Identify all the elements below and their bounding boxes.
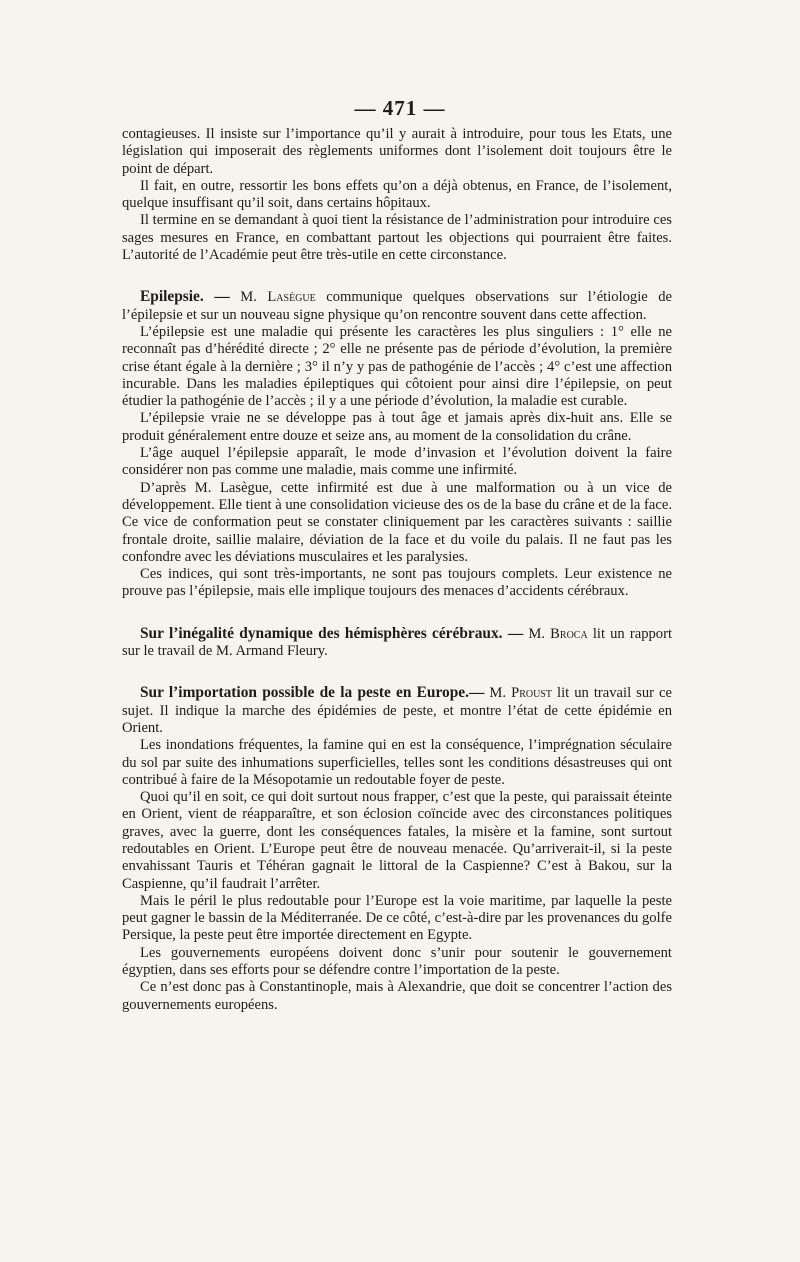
section-paragraph: L’épilepsie est une maladie qui présente les caractères les plus singuliers : 1° elle ne reconnaît pas d’hérédité directe ; 2° elle ne présente pas de période d’évolution, la première crise étant égale à la dernière ; 3° il n’y y pas de pathogénie de l’accès ; 4° c’est une affection incurable. Dans les maladies épileptiques qui côtoient pour ainsi dire l’épilepsie, on peut étudier la pathogénie de l’accès ; il y a une période d’évolution, la maladie est curable.	[122, 323, 672, 410]
section-paragraph: Quoi qu’il en soit, ce qui doit surtout nous frapper, c’est que la peste, qui paraissait éteinte en Orient, vient de réapparaître, et son éclosion coïncide avec des circonstances politiques graves, avec la guerre, dont les conséquences fatales, la misère et la famine, sont surtout redoutables en Orient. L’Europe peut être de nouveau menacée. Qu’arriverait-il, si la peste envahissant Tauris et Téhéran gagnait le littoral de la Caspienne? C’est à Bakou, sur la Caspienne, qu’il faudrait l’arrêter.	[122, 789, 672, 892]
section-paragraph: Les gouvernements européens doivent donc s’unir pour soutenir le gouvernement égyptien, dans ses efforts pour se défendre contre l’importation de la peste.	[122, 944, 672, 979]
intro-paragraph: contagieuses. Il insiste sur l’importance qu’il y aurait à introduire, pour tous les Etats, une législation qui imposerait des règlements uniformes dont l’isolement doit toujours être le point de départ.	[122, 126, 672, 177]
section-lead	[122, 625, 672, 661]
author-prefix: M.	[489, 685, 507, 702]
section-paragraph: L’âge auquel l’épilepsie apparaît, le mode d’invasion et l’évolution doivent la faire considérer non pas comme une maladie, mais comme une infirmité.	[122, 445, 672, 479]
section-title: Sur l’importation possible de la peste en Europe.—	[140, 684, 485, 702]
author-name: Lasègue	[267, 289, 316, 306]
lead-text: communique quelques observations sur l’étiologie de l’épilepsie et sur un nouveau signe physique qu’on rencontre souvent dans cette affection.	[122, 289, 673, 323]
intro-paragraph: Il fait, en outre, ressortir les bons effets qu’on a déjà obtenus, en France, de l’isolement, quelque insuffisant qu’il soit, dans certains hôpitaux.	[122, 177, 672, 212]
author-prefix: M.	[528, 625, 546, 642]
author-name: Broca	[550, 625, 588, 642]
intro-block	[122, 126, 672, 264]
section-inegalite	[122, 625, 672, 661]
author-prefix: M.	[240, 289, 257, 306]
section-lead	[122, 288, 672, 324]
intro-paragraph: Il termine en se demandant à quoi tient la résistance de l’administration pour introduire ces sages mesures en France, en combattant partout les objections qui pourraient être faites. L’autorité de l’Académie peut être très-utile en cette circonstance.	[122, 212, 672, 264]
section-paragraph: Les inondations fréquentes, la famine qui en est la conséquence, l’imprégnation séculaire du sol par suite des inhumations superficielles, telles sont les conditions désastreuses qui ont contribué à faire de la Mésopotamie un redoutable foyer de peste.	[122, 737, 672, 788]
author-name: Proust	[511, 685, 552, 702]
page-content	[122, 126, 672, 1014]
section-epilepsie	[122, 288, 672, 600]
section-title: Sur l’inégalité dynamique des hémisphères cérébraux. —	[140, 624, 524, 642]
lead-text: lit un rapport sur le travail de M. Armand Fleury.	[122, 625, 673, 660]
section-paragraph: Mais le péril le plus redoutable pour l’Europe est la voie maritime, par laquelle la peste peut gagner le bassin de la Méditerranée. De ce côté, c’est-à-dire par les provenances du golfe Persique, la peste peut être importée directement en Egypte.	[122, 892, 672, 944]
section-paragraph: L’épilepsie vraie ne se développe pas à tout âge et jamais après dix-huit ans. Elle se produit généralement entre douze et seize ans, au moment de la consolidation du crâne.	[122, 410, 672, 444]
section-paragraph: Ces indices, qui sont très-importants, ne sont pas toujours complets. Leur existence ne prouve pas l’épilepsie, mais elle implique toujours des menaces d’accidents cérébraux.	[122, 566, 672, 600]
page-number: — 471 —	[354, 96, 446, 120]
section-paragraph: Ce n’est donc pas à Constantinople, mais à Alexandrie, que doit se concentrer l’action des gouvernements européens.	[122, 979, 672, 1013]
lead-text: lit un travail sur ce sujet. Il indique la marche des épidémies de peste, et montre l’état de cette épidémie en Orient.	[122, 685, 673, 736]
section-lead	[122, 684, 672, 737]
section-paragraph: D’après M. Lasègue, cette infirmité est due à une malformation ou à un vice de développement. Elle tient à une consolidation vicieuse des os de la base du crâne et de la face. Ce vice de conformation peut se constater cliniquement par les caractères suivants : saillie frontale droite, saillie malaire, déviation de la face et du voile du palais. Il ne faut pas les confondre avec les déviations musculaires et les paralysies.	[122, 479, 672, 565]
section-title: Epilepsie. —	[140, 288, 230, 306]
section-peste	[122, 684, 672, 1014]
